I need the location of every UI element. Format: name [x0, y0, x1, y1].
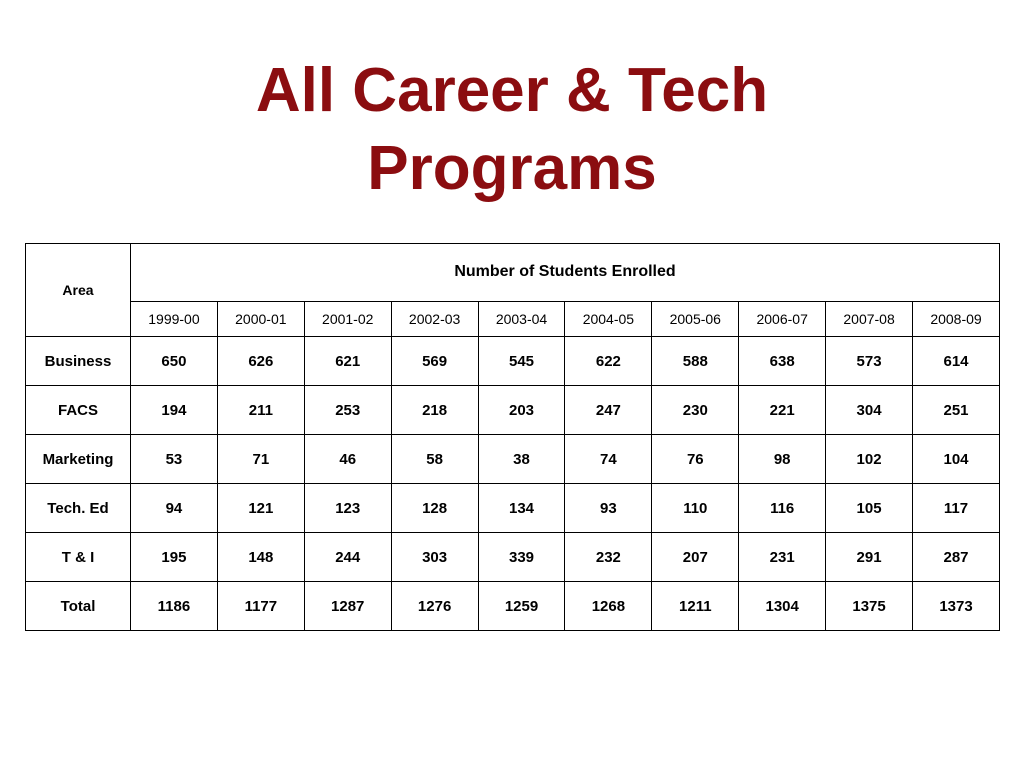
- table-row: [26, 582, 1000, 631]
- table-cell: 614: [913, 337, 1000, 386]
- table-cell: 121: [217, 484, 304, 533]
- table-cell: 1268: [565, 582, 652, 631]
- table-cell: 221: [739, 386, 826, 435]
- year-header-2002-03: 2002-03: [391, 301, 478, 336]
- table-cell: 94: [131, 484, 218, 533]
- table-cell: 58: [391, 435, 478, 484]
- table-cell: 104: [913, 435, 1000, 484]
- table-cell: 102: [826, 435, 913, 484]
- years-header-row: [26, 301, 1000, 336]
- year-header-2006-07: 2006-07: [739, 301, 826, 336]
- table-cell: 134: [478, 484, 565, 533]
- table-cell: 93: [565, 484, 652, 533]
- table-cell: 569: [391, 337, 478, 386]
- slide-title-line-2: Programs: [367, 134, 657, 203]
- table-cell: 232: [565, 533, 652, 582]
- table-row: [26, 533, 1000, 582]
- year-header-2000-01: 2000-01: [217, 301, 304, 336]
- table-cell: 573: [826, 337, 913, 386]
- table-row: [26, 386, 1000, 435]
- table-cell: 207: [652, 533, 739, 582]
- table-cell: 1186: [131, 582, 218, 631]
- table-cell: 148: [217, 533, 304, 582]
- row-label: FACS: [26, 386, 131, 435]
- table-body: [26, 337, 1000, 631]
- table-cell: 1259: [478, 582, 565, 631]
- row-label: Marketing: [26, 435, 131, 484]
- table-cell: 1211: [652, 582, 739, 631]
- table-cell: 622: [565, 337, 652, 386]
- table-cell: 588: [652, 337, 739, 386]
- table-cell: 303: [391, 533, 478, 582]
- table-row: [26, 337, 1000, 386]
- slide-title: [0, 52, 1024, 208]
- table-cell: 287: [913, 533, 1000, 582]
- table-row: [26, 435, 1000, 484]
- table-cell: 1287: [304, 582, 391, 631]
- table-cell: 244: [304, 533, 391, 582]
- table-cell: 123: [304, 484, 391, 533]
- slide-title-line-1: All Career & Tech: [255, 56, 769, 125]
- enrollment-group-header: Number of Students Enrolled: [131, 244, 1000, 302]
- area-column-header: Area: [26, 244, 131, 337]
- table-header-row: [26, 244, 1000, 302]
- table-cell: 128: [391, 484, 478, 533]
- table-cell: 116: [739, 484, 826, 533]
- year-header-2005-06: 2005-06: [652, 301, 739, 336]
- table-cell: 247: [565, 386, 652, 435]
- table-cell: 117: [913, 484, 1000, 533]
- table-cell: 1177: [217, 582, 304, 631]
- table-cell: 46: [304, 435, 391, 484]
- table-cell: 545: [478, 337, 565, 386]
- table-cell: 253: [304, 386, 391, 435]
- table-cell: 74: [565, 435, 652, 484]
- table-cell: 53: [131, 435, 218, 484]
- table-cell: 110: [652, 484, 739, 533]
- table-cell: 98: [739, 435, 826, 484]
- table-cell: 304: [826, 386, 913, 435]
- table-cell: 195: [131, 533, 218, 582]
- row-label: Tech. Ed: [26, 484, 131, 533]
- table-cell: 38: [478, 435, 565, 484]
- table-cell: 76: [652, 435, 739, 484]
- table-cell: 626: [217, 337, 304, 386]
- table-cell: 621: [304, 337, 391, 386]
- enrollment-table: [25, 243, 1000, 631]
- table-cell: 339: [478, 533, 565, 582]
- year-header-2001-02: 2001-02: [304, 301, 391, 336]
- table-cell: 194: [131, 386, 218, 435]
- row-label: Business: [26, 337, 131, 386]
- table-cell: 1373: [913, 582, 1000, 631]
- row-label: T & I: [26, 533, 131, 582]
- table-cell: 291: [826, 533, 913, 582]
- table-cell: 638: [739, 337, 826, 386]
- year-header-2008-09: 2008-09: [913, 301, 1000, 336]
- table-cell: 105: [826, 484, 913, 533]
- table-cell: 1304: [739, 582, 826, 631]
- table-cell: 251: [913, 386, 1000, 435]
- table-cell: 1375: [826, 582, 913, 631]
- table-cell: 203: [478, 386, 565, 435]
- table-cell: 230: [652, 386, 739, 435]
- table-row: [26, 484, 1000, 533]
- table-cell: 211: [217, 386, 304, 435]
- table-cell: 650: [131, 337, 218, 386]
- table-cell: 71: [217, 435, 304, 484]
- row-label: Total: [26, 582, 131, 631]
- year-header-2007-08: 2007-08: [826, 301, 913, 336]
- table-cell: 218: [391, 386, 478, 435]
- year-header-1999-00: 1999-00: [131, 301, 218, 336]
- table-cell: 1276: [391, 582, 478, 631]
- year-header-2003-04: 2003-04: [478, 301, 565, 336]
- year-header-2004-05: 2004-05: [565, 301, 652, 336]
- table-cell: 231: [739, 533, 826, 582]
